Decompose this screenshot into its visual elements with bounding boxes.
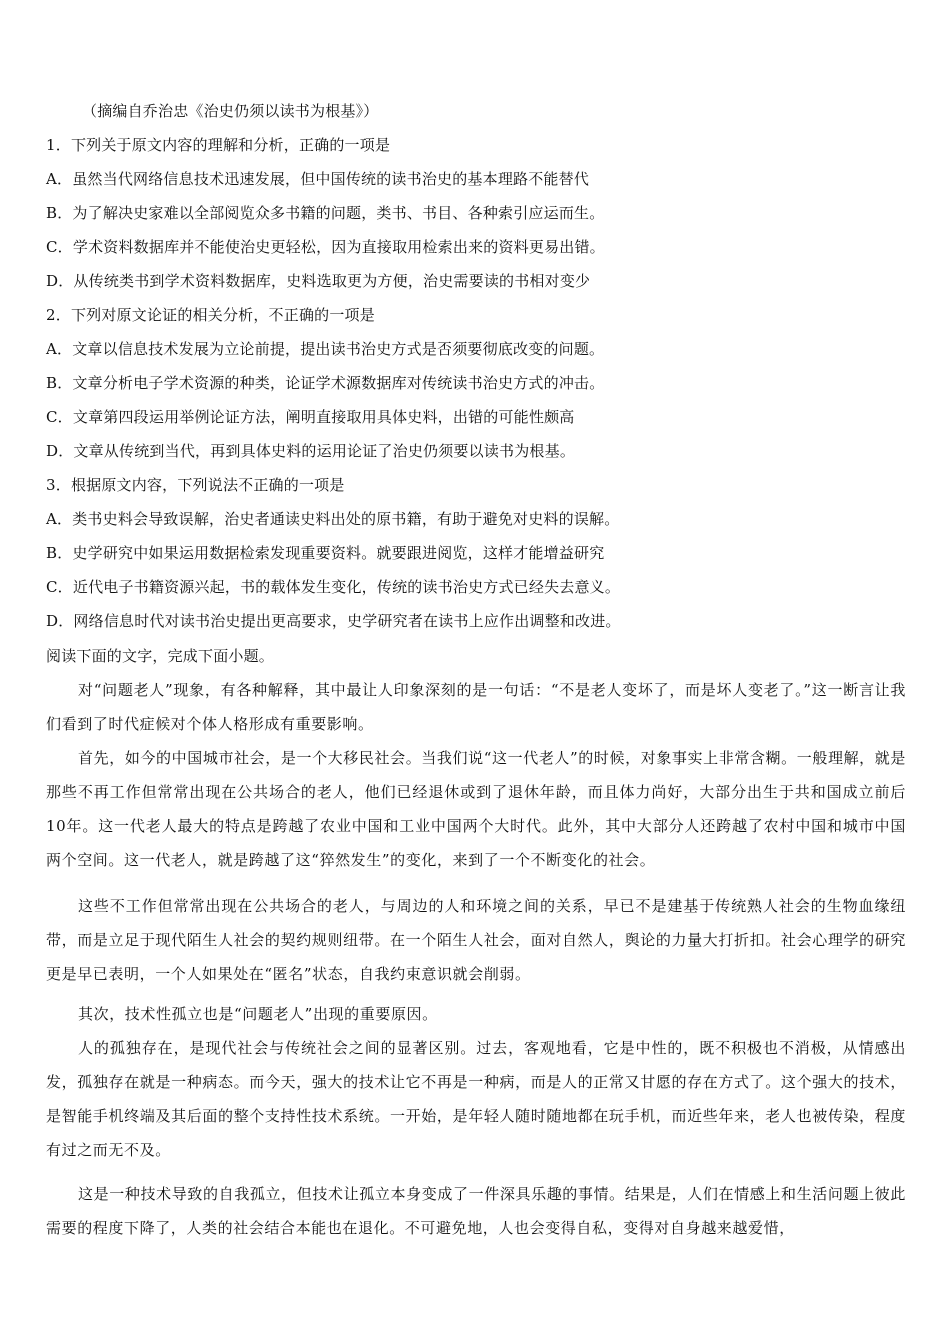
passage-paragraph-4: 其次，技术性孤立也是“问题老人”出现的重要原因。	[78, 1005, 438, 1023]
passage-paragraph-6: 这是一种技术导致的自我孤立，但技术让孤立本身变成了一件深具乐趣的事情。结果是，人们在情感上和生活问题上彼此需要的程度下降了，人类的社会结合本能也在退化。不可避免地，人也会变得自私，变得对自身越来越爱惜，	[46, 1185, 906, 1237]
question-1-option-b: B．为了解决史家难以全部阅览众多书籍的问题，类书、书目、各种索引应运而生。	[46, 204, 605, 222]
passage-paragraph-2: 首先，如今的中国城市社会，是一个大移民社会。当我们说“这一代老人”的时候，对象事实上非常含糊。一般理解，就是那些不再工作但常常出现在公共场合的老人，他们已经退休或到了退休年龄，而且体力尚好，大部分出生于共和国成立前后10年。这一代老人最大的特点是跨越了农业中国和工业中国两个大时代。此外，其中大部分人还跨越了农村中国和城市中国两个空间。这一代老人，就是跨越了这“猝然发生”的变化，来到了一个不断变化的社会。	[46, 749, 906, 869]
question-2-option-c: C．文章第四段运用举例论证方法，阐明直接取用具体史料，出错的可能性颇高	[46, 408, 575, 426]
passage-paragraph-5: 人的孤独存在，是现代社会与传统社会之间的显著区别。过去，客观地看，它是中性的，既不积极也不消极，从情感出发，孤独存在就是一种病态。而今天，强大的技术让它不再是一种病，而是人的正常又甘愿的存在方式了。这个强大的技术，是智能手机终端及其后面的整个支持性技术系统。一开始，是年轻人随时随地都在玩手机，而近些年来，老人也被传染，程度有过之而无不及。	[46, 1039, 906, 1159]
question-3-option-b: B．史学研究中如果运用数据检索发现重要资料。就要跟进阅览，这样才能增益研究	[46, 544, 605, 562]
question-1-option-c: C．学术资料数据库并不能使治史更轻松，因为直接取用检索出来的资料更易出错。	[46, 238, 605, 256]
passage-paragraph-3: 这些不工作但常常出现在公共场合的老人，与周边的人和环境之间的关系，早已不是建基于传统熟人社会的生物血缘纽带，而是立足于现代陌生人社会的契约规则纽带。在一个陌生人社会，面对自然人，舆论的力量大打折扣。社会心理学的研究更是早已表明，一个人如果处在“匿名”状态，自我约束意识就会削弱。	[46, 897, 906, 983]
reading-instruction: 阅读下面的文字，完成下面小题。	[46, 647, 275, 665]
question-2-stem: 2．下列对原文论证的相关分析，不正确的一项是	[46, 306, 375, 324]
question-1-stem: 1．下列关于原文内容的理解和分析，正确的一项是	[46, 136, 391, 154]
question-1-option-d: D．从传统类书到学术资料数据库，史料选取更为方便，治史需要读的书相对变少	[46, 272, 591, 290]
source-citation: （摘编自乔治忠《治史仍须以读书为根基》）	[82, 102, 379, 120]
question-1-option-a: A．虽然当代网络信息技术迅速发展，但中国传统的读书治史的基本理路不能替代	[46, 170, 590, 188]
question-2-option-b: B．文章分析电子学术资源的种类，论证学术源数据库对传统读书治史方式的冲击。	[46, 374, 605, 392]
question-3-stem: 3．根据原文内容，下列说法不正确的一项是	[46, 476, 345, 494]
question-2-option-a: A．文章以信息技术发展为立论前提，提出读书治史方式是否须要彻底改变的问题。	[46, 340, 605, 358]
question-2-option-d: D．文章从传统到当代，再到具体史料的运用论证了治史仍须要以读书为根基。	[46, 442, 576, 460]
passage-paragraph-1: 对“问题老人”现象，有各种解释，其中最让人印象深刻的是一句话：“不是老人变坏了，而是坏人变老了。”这一断言让我们看到了时代症候对个体人格形成有重要影响。	[46, 681, 906, 733]
question-3-option-d: D．网络信息时代对读书治史提出更高要求，史学研究者在读书上应作出调整和改进。	[46, 612, 621, 630]
question-3-option-a: A．类书史料会导致误解，治史者通读史料出处的原书籍，有助于避免对史料的误解。	[46, 510, 620, 528]
question-3-option-c: C．近代电子书籍资源兴起，书的载体发生变化，传统的读书治史方式已经失去意义。	[46, 578, 621, 596]
